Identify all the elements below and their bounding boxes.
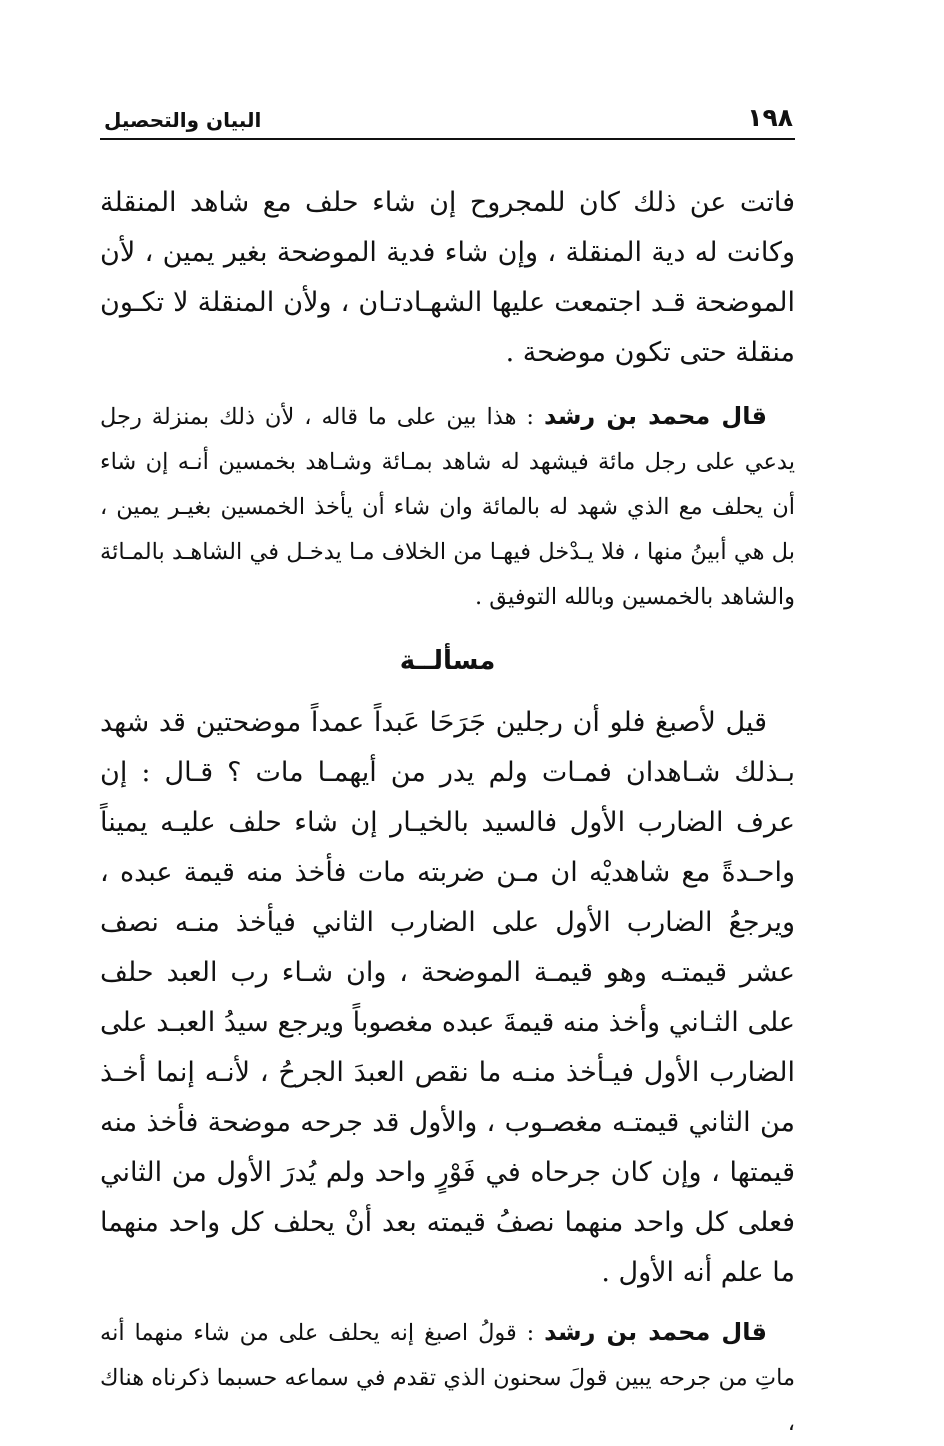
- running-header: [100, 88, 795, 140]
- sharh-paragraph-2: [100, 1310, 795, 1446]
- section-heading: مسألــة: [399, 646, 496, 676]
- sharh-text-1: : هذا بين على ما قاله ، لأن ذلك بمنزلة رجل يدعي على رجل مائة فيشهد له شاهد بمـائة وشـاهد بخمسين أنـه إن شاء أن يحلف مع الذي شهد له بالمائة وان شاء أن يأخذ الخمسين بغيـر يمين ، بل هي أبينُ منها ، فلا يـدْخل فيهـا من الخلاف مـا يدخـل في الشاهـد بالمـائة والشاهد بالخمسين وبالله التوفيق .: [100, 404, 795, 610]
- matn-paragraph-2: قيل لأصبغ فلو أن رجلين جَرَحَا عَبداً عمداً موضحتين قد شهد بـذلك شـاهدان فمـات ولم يدر من أيهمـا مات ؟ قـال : إن عرف الضارب الأول فالسيد بالخيـار إن شاء حلف عليـه يميناً واحـدةً مع شاهديْه ان مـن ضربته مات فأخذ منه قيمة عبده ، ويرجعُ الضارب الأول على الضارب الثاني فيأخذ منـه نصف عشر قيمتـه وهو قيمـة الموضحة ، وان شـاء رب العبد حلف على الثـاني وأخذ منه قيمةَ عبده مغصوباً ويرجع سيدُ العبـد على الضارب الأول فيـأخذ منـه ما نقص العبدَ الجرحُ ، لأنـه إنما أخـذ من الثاني قيمتـه مغصـوب ، والأول قد جرحه موضحة فأخذ منه قيمتها ، وإن كان جرحاه في فَوْرٍ واحد ولم يُدرَ الأول من الثاني فعلى كل واحد منهما نصفُ قيمته بعد أنْ يحلف كل واحد منهما ما علم أنه الأول .: [100, 707, 795, 1288]
- page-body: [100, 178, 795, 1446]
- page-number: ١٩٨: [747, 103, 793, 132]
- book-page: [100, 88, 795, 1446]
- sharh-paragraph-1: [100, 394, 795, 620]
- book-title: البيان والتحصيل: [104, 108, 262, 132]
- sharh-text-2: : قولُ اصبغ إنه يحلف على من شاء منهما أنه ماتِ من جرحه يبين قولَ سحنون الذي تقدم في سماعه حسبما ذكرناه هناك ،: [100, 1320, 795, 1436]
- matn-paragraph-1: فاتت عن ذلك كان للمجروح إن شاء حلف مع شاهد المنقلة وكانت له دية المنقلة ، وإن شاء فدية الموضحة بغير يمين ، لأن الموضحة قـد اجتمعت عليها الشهـادتـان ، ولأن المنقلة لا تكـون منقلة حتى تكون موضحة .: [100, 187, 795, 368]
- commentator-label: قال محمد بن رشد: [544, 1318, 767, 1346]
- commentator-label: قال محمد بن رشد: [543, 402, 767, 430]
